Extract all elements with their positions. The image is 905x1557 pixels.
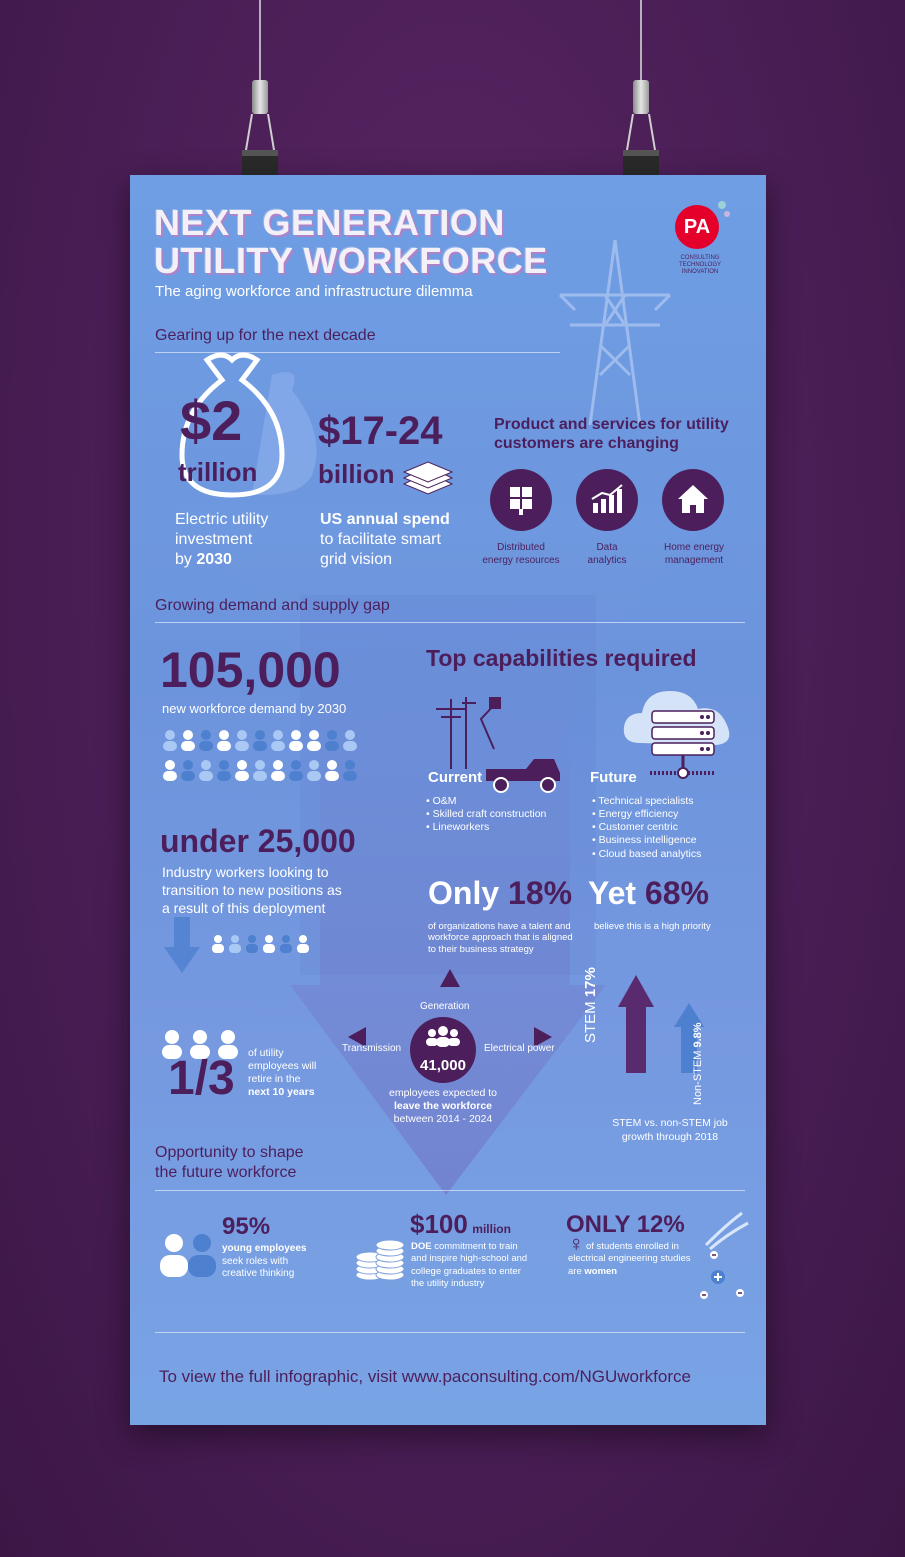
subtitle: The aging workforce and infrastructure dilemma [155,283,473,300]
down-arrow-icon [162,917,202,977]
leave-caption: employees expected to leave the workforce between 2014 - 2024 [389,1087,497,1126]
investment-caption: Electric utility investment by 2030 [175,511,269,568]
bucket-truck-icon [426,689,566,805]
investment-amount: $2 [180,389,243,452]
products-heading: Product and services for utility customers are changing [494,416,729,453]
divider-2 [155,622,745,623]
stem-label: STEM 17% [582,967,599,1043]
pa-logo: PA [675,205,719,249]
current-label: Current [428,769,483,786]
cloud-server-icon [620,683,738,783]
stem-caption: STEM vs. non-STEM job growth through 2018 [612,1117,728,1143]
nonstem-label: Non-STEM 9.8% [692,1022,704,1105]
leave-number: 41,000 [420,1057,466,1074]
under-caption: Industry workers looking to transition to new positions as a result of this deployment [162,864,342,917]
stem-arrow [616,973,656,1073]
logo-dot-2 [724,211,730,217]
data-analytics-caption: Data analytics [587,542,627,566]
young-caption: young employees seek roles with creative thinking [222,1243,307,1279]
left-clip-ferrule [252,80,268,114]
under-number: under 25,000 [160,823,356,859]
logo-tagline: CONSULTING TECHNOLOGY INNOVATION [678,255,721,276]
spend-unit: billion [318,459,395,489]
grid-panel-icon [490,469,552,531]
young-employees-icon [158,1233,220,1279]
doe-caption: DOE commitment to train and inspire high-school and college graduates to enter the utility industry [411,1241,528,1290]
electrical-label: Electrical power [484,1043,555,1054]
logo-dot-1 [718,201,726,209]
cash-stack-icon [402,460,454,496]
only-stat: Only 18% [428,875,573,911]
small-people-row-icon [210,933,330,963]
power-pylon-icon [550,235,680,425]
yet-caption: believe this is a high priority [594,921,711,932]
section-heading-demand: Growing demand and supply gap [155,597,390,614]
distributed-energy-caption: Distributed energy resources [482,542,560,566]
doe-amount: $100 million [410,1209,511,1239]
future-list: • Technical specialists • Energy efficiency • Customer centric • Business intelligence • Cloud based analytics [592,795,702,860]
infographic-poster [130,175,766,1425]
home-energy-circle [662,469,724,531]
section-heading-gearing: Gearing up for the next decade [155,327,376,344]
transmission-label: Transmission [342,1043,402,1054]
right-hanging-wire [640,0,642,88]
footer-link[interactable]: To view the full infographic, visit www.paconsulting.com/NGUworkforce [159,1367,691,1386]
yet-stat: Yet 68% [588,875,709,911]
current-list: • O&M • Skilled craft construction • Lineworkers [426,795,547,834]
title-line-1: NEXT GENERATION [154,202,505,243]
young-pct: 95% [222,1213,271,1240]
retire-caption: of utility employees will retire in the next 10 years [248,1047,317,1099]
data-analytics-circle [576,469,638,531]
home-energy-caption: Home energy management [663,542,725,566]
bar-chart-icon [576,469,638,531]
demand-number: 105,000 [160,642,341,698]
coin-stack-icon [352,1223,408,1283]
capabilities-heading: Top capabilities required [426,645,697,671]
generation-label: Generation [420,1001,470,1012]
female-symbol-icon: ♀ [568,1231,585,1256]
divider-4 [155,1332,745,1333]
retire-fraction: 1/3 [168,1052,235,1105]
only-caption: of organizations have a talent and workforce approach that is aligned to their business strategy [428,921,573,955]
women-caption: of students enrolled in electrical engineering studies are women [568,1241,691,1277]
electrons-icon [696,1205,756,1305]
women-pct: ONLY 12% [566,1211,685,1238]
home-icon [662,469,724,531]
section-heading-opportunity: Opportunity to shape the future workforce [155,1144,304,1181]
investment-unit: trillion [178,457,258,487]
left-hanging-wire [259,0,261,88]
spend-caption: US annual spend to facilitate smart grid vision [320,511,450,568]
people-grid-icon [160,727,370,787]
demand-caption: new workforce demand by 2030 [162,701,347,716]
spend-amount: $17-24 [318,409,443,453]
right-clip-ferrule [633,80,649,114]
divider-3 [155,1190,745,1191]
title-line-2: UTILITY WORKFORCE [154,240,548,281]
future-label: Future [590,769,637,786]
distributed-energy-circle [490,469,552,531]
